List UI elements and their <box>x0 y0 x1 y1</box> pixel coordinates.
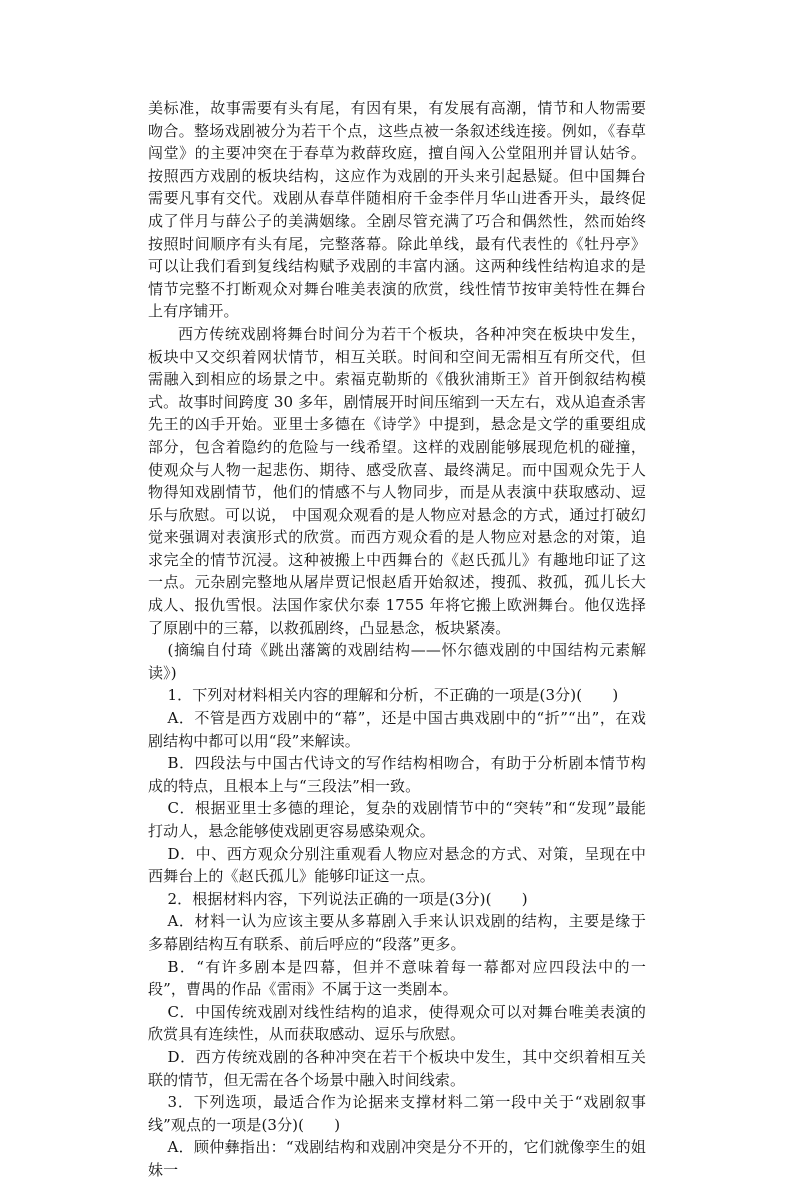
question-1-option-c: C．根据亚里士多德的理论，复杂的戏剧情节中的“突转”和“发现”最能打动人，悬念能够使戏剧更容易感染观众。 <box>148 799 646 840</box>
paragraph-western-drama: 西方传统戏剧将舞台时间分为若干个板块，各种冲突在板块中发生，板块中又交织着网状情节，相互关联。时间和空间无需相互有所交代，但需融入到相应的场景之中。索福克勒斯的《俄狄浦斯王》首开倒叙结构模式。故事时间跨度 30 多年，剧情展开时间压缩到一天左右，戏从追查杀害先王的凶手开始。亚里士多德在《诗学》中提到，悬念是文学的重要组成部分，包含着隐约的危险与一线希望。这样的戏剧能够展现危机的碰撞，使观众与人物一起悲伤、期待、感受欣喜、最终满足。而中国观众先于人物得知戏剧情节，他们的情感不与人物同步，而是从表演中获取感动、逗乐与欣慰。可以说， 中国观众观看的是人物应对悬念的方式，通过打破幻觉来强调对表演形式的欣赏。而西方观众看的是人物应对悬念的对策，追求完全的情节沉浸。这种被搬上中西舞台的《赵氏孤儿》有趣地印证了这一点。元杂剧完整地从屠岸贾记恨赵盾开始叙述，搜孤、救孤，孤儿长大成人、报仇雪恨。法国作家伏尔泰 1755 年将它搬上欧洲舞台。他仅选择了原剧中的三幕，以救孤剧终，凸显悬念，板块紧凑。 <box>148 324 646 637</box>
question-1-option-b: B．四段法与中国古代诗文的写作结构相吻合，有助于分析剧本情节构成的特点，且根本上与“三段法”相一致。 <box>148 754 646 795</box>
question-3-option-a: A．顾仲彝指出：“戏剧结构和戏剧冲突是分不开的，它们就像孪生的姐妹一 <box>148 1138 646 1179</box>
paragraph-continued: 美标准，故事需要有头有尾，有因有果，有发展有高潮，情节和人物需要吻合。整场戏剧被分为若干个点，这些点被一条叙述线连接。例如，《春草闯堂》的主要冲突在于春草为救薛玫庭，擅自闯入公堂阻刑并冒认姑爷。按照西方戏剧的板块结构，这应作为戏剧的开头来引起悬疑。但中国舞台需要凡事有交代。戏剧从春草伴随相府千金李伴月华山进香开头，最终促成了伴月与薛公子的美满姻缘。全剧尽管充满了巧合和偶然性，然而始终按照时间顺序有头有尾，完整落幕。除此单线，最有代表性的《牡丹亭》可以让我们看到复线结构赋予戏剧的丰富内涵。这两种线性结构追求的是情节完整不打断观众对舞台唯美表演的欣赏，线性情节按审美特性在舞台上有序铺开。 <box>148 99 646 321</box>
document-body <box>148 97 646 1182</box>
source-citation: (摘编自付琦《跳出藩篱的戏剧结构——怀尔德戏剧的中国结构元素解读》) <box>148 641 646 682</box>
question-1-stem: 1．下列对材料相关内容的理解和分析，不正确的一项是(3分)( ) <box>167 686 619 705</box>
question-2-option-c: C．中国传统戏剧对线性结构的追求，使得观众可以对舞台唯美表演的欣赏具有连续性，从而获取感动、逗乐与欣慰。 <box>148 1002 646 1044</box>
question-3-stem: 3．下列选项，最适合作为论据来支撑材料二第一段中关于“戏剧叙事线”观点的一项是(3分)( ) <box>148 1093 646 1134</box>
question-2-stem: 2．根据材料内容，下列说法正确的一项是(3分)( ) <box>167 889 528 908</box>
question-1-option-a: A．不管是西方戏剧中的“幕”，还是中国古典戏剧中的“折”“出”，在戏剧结构中都可以用“段”来解读。 <box>148 709 646 750</box>
question-1-option-d: D．中、西方观众分别注重观看人物应对悬念的方式、对策，呈现在中西舞台上的《赵氏孤儿》能够印证这一点。 <box>148 844 646 886</box>
question-2-option-d: D．西方传统戏剧的各种冲突在若干个板块中发生，其中交织着相互关联的情节，但无需在各个场景中融入时间线索。 <box>148 1047 646 1089</box>
question-2-option-a: A．材料一认为应该主要从多幕剧入手来认识戏剧的结构，主要是缘于多幕剧结构互有联系、前后呼应的“段落”更多。 <box>148 912 646 953</box>
question-2-option-b: B．“有许多剧本是四幕，但并不意味着每一幕都对应四段法中的一段”，曹禺的作品《雷雨》不属于这一类剧本。 <box>148 957 646 999</box>
